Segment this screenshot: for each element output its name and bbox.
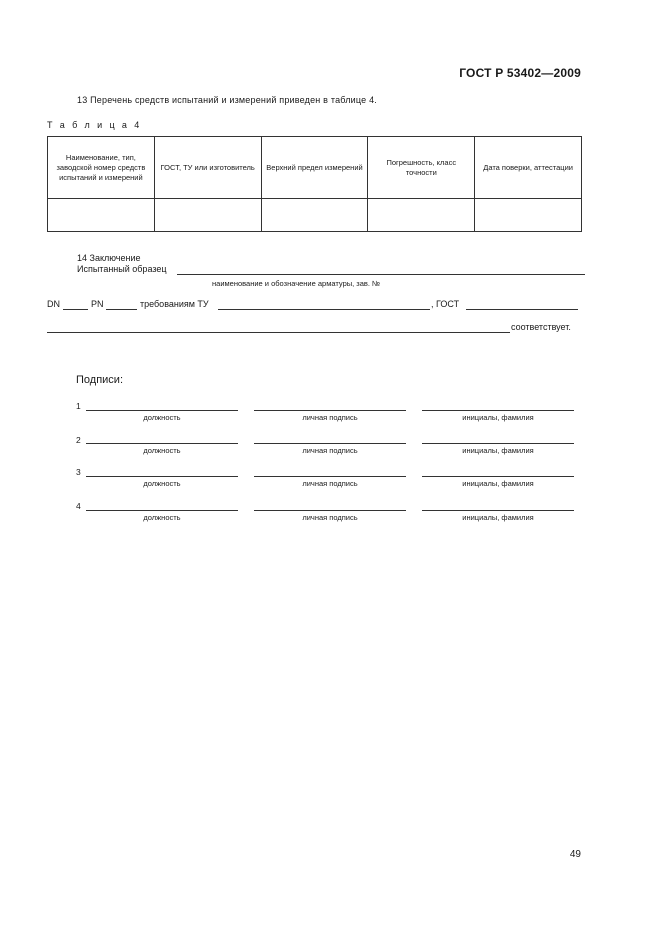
name-caption: инициалы, фамилия — [462, 479, 534, 488]
signature-caption: личная подпись — [302, 513, 358, 522]
signature-caption: личная подпись — [302, 413, 358, 422]
position-field[interactable] — [86, 443, 238, 444]
name-field[interactable] — [422, 510, 574, 511]
pn-label: PN — [91, 299, 104, 309]
name-caption: инициалы, фамилия — [462, 413, 534, 422]
column-header: Погрешность, класс точности — [368, 137, 475, 199]
signatures-title: Подписи: — [76, 374, 124, 386]
name-caption: инициалы, фамилия — [462, 446, 534, 455]
table-cell[interactable] — [475, 199, 582, 232]
position-field[interactable] — [86, 410, 238, 411]
sample-caption: наименование и обозначение арматуры, зав. № — [212, 279, 381, 288]
signature-field[interactable] — [254, 443, 406, 444]
signature-row-number: 1 — [76, 401, 81, 411]
table-cell[interactable] — [368, 199, 475, 232]
position-field[interactable] — [86, 476, 238, 477]
column-header: Дата поверки, аттестации — [475, 137, 582, 199]
sample-label: Испытанный образец — [77, 264, 167, 274]
signature-row-number: 3 — [76, 467, 81, 477]
equipment-table — [47, 136, 582, 232]
dn-field[interactable] — [63, 309, 88, 310]
dn-label: DN — [47, 299, 60, 309]
pn-field[interactable] — [106, 309, 137, 310]
name-field[interactable] — [422, 476, 574, 477]
section-13-text: 13 Перечень средств испытаний и измерений приведен в таблице 4. — [77, 95, 377, 105]
signature-field[interactable] — [254, 476, 406, 477]
requirements-label: требованиям ТУ — [140, 299, 209, 309]
position-caption: должность — [143, 479, 181, 488]
document-header: ГОСТ Р 53402—2009 — [459, 66, 581, 80]
signature-field[interactable] — [254, 510, 406, 511]
name-field[interactable] — [422, 410, 574, 411]
sample-name-field[interactable] — [177, 274, 585, 275]
column-header: Верхний предел измерений — [261, 137, 368, 199]
signature-row-number: 4 — [76, 501, 81, 511]
position-caption: должность — [143, 513, 181, 522]
tu-field[interactable] — [218, 309, 430, 310]
signature-caption: личная подпись — [302, 479, 358, 488]
name-caption: инициалы, фамилия — [462, 513, 534, 522]
gost-field[interactable] — [466, 309, 578, 310]
table-cell[interactable] — [154, 199, 261, 232]
table-cell[interactable] — [261, 199, 368, 232]
section-14-heading: 14 Заключение — [77, 253, 141, 263]
column-header: ГОСТ, ТУ или изготовитель — [154, 137, 261, 199]
gost-label: , ГОСТ — [431, 299, 460, 309]
signature-field[interactable] — [254, 410, 406, 411]
position-caption: должность — [143, 413, 181, 422]
position-caption: должность — [143, 446, 181, 455]
table-caption: Т а б л и ц а 4 — [47, 120, 142, 130]
name-field[interactable] — [422, 443, 574, 444]
table-cell[interactable] — [48, 199, 155, 232]
page-number: 49 — [569, 849, 581, 860]
conclusion-field[interactable] — [47, 332, 510, 333]
signature-row-number: 2 — [76, 435, 81, 445]
signature-caption: личная подпись — [302, 446, 358, 455]
conforms-label: соответствует. — [511, 322, 571, 332]
column-header: Наименование, тип, заводской номер средств испытаний и измерений — [48, 137, 155, 199]
position-field[interactable] — [86, 510, 238, 511]
table-row — [48, 199, 582, 232]
table-header-row — [48, 137, 582, 199]
